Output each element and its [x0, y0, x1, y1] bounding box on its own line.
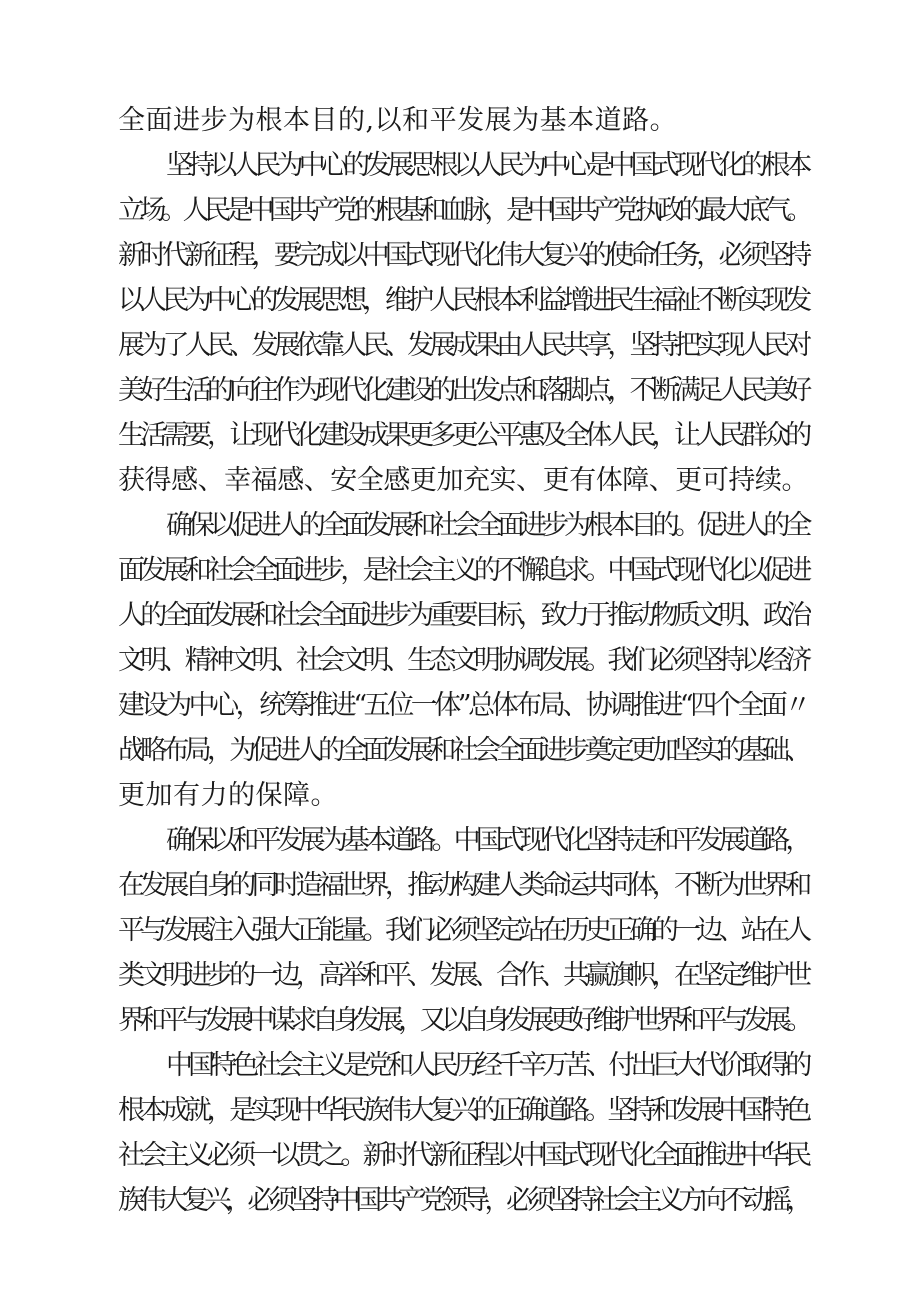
text-line: 以人民为中心的发展思想，维护人民根本利益增进民生福祉不断实现发: [118, 285, 808, 316]
text-line: 类文明进步的一边，高举和平、发展、合作、共赢旗帜，在坚定维护世: [118, 960, 808, 991]
text-line: 新时代新征程，要完成以中国式现代化伟大复兴的使命任务，必须坚持: [118, 240, 808, 271]
text-line: 面发展和社会全面进步，是社会主义的不懈追求。中国式现代化以促进: [118, 555, 808, 586]
text-line: 在发展自身的同时造福世界，推动构建人类命运共同体，不断为世界和: [118, 870, 808, 901]
text-line: 界和平与发展中谋求自身发展，又以自身发展更好维护世界和平与发展。: [118, 1005, 808, 1036]
text-line: 建设为中心，统筹推进“五位一体”总体布局、协调推进“四个全面〃: [118, 690, 808, 721]
paragraph-start-line: 确保以和平发展为基本道路。中国式现代化坚持走和平发展道路，: [166, 825, 808, 856]
text-line: 社会主义必须一以贯之。新时代新征程以中国式现代化全面推进中华民: [118, 1140, 808, 1171]
text-line: 展为了人民、发展依靠人民、发展成果由人民共享，坚持把实现人民对: [118, 330, 808, 361]
text-line: 人的全面发展和社会全面进步为重要目标，致力于推动物质文明、政治: [118, 600, 808, 631]
text-line: 族伟大复兴，必须坚持中国共产党领导，必须坚持社会主义方向不动摇，: [118, 1185, 808, 1216]
paragraph-start-line: 中国特色社会主义是党和人民历经千辛万苦、付出巨大代价取得的: [166, 1050, 808, 1081]
text-line: 文明、精神文明、社会文明、生态文明协调发展。我们必须坚持以经济: [118, 645, 808, 676]
text-line: 生活需要，让现代化建设成果更多更公平惠及全体人民，让人民群众的: [118, 420, 808, 451]
text-line: 更加有力的保障。: [118, 780, 338, 811]
paragraph-start-line: 坚持以人民为中心的发展思根以人民为中心是中国式现代化的根本: [166, 150, 808, 181]
text-line: 平与发展注入强大正能量。我们必须坚定站在历史正确的一边、站在人: [118, 915, 808, 946]
text-line: 立场。人民是中国共产党的根基和血脉，是中国共产党执政的最大底气。: [118, 195, 808, 226]
text-line: 战略布局，为促进人的全面发展和社会全面进步奠定更加坚实的基础、: [118, 735, 808, 766]
text-line: 美好生活的向往作为现代化建设的出发点和落脚点，不断满足人民美好: [118, 375, 808, 406]
text-line: 全面进步为根本目的,以和平发展为基本道路。: [118, 105, 678, 136]
text-line: 根本成就，是实现中华民族伟大复兴的正确道路。坚持和发展中国特色: [118, 1095, 808, 1126]
paragraph-start-line: 确保以促进人的全面发展和社会全面进步为根本目的。促进人的全: [166, 510, 808, 541]
text-line: 获得感、幸福感、安全感更加充实、更有体障、更可持续。: [118, 465, 808, 496]
